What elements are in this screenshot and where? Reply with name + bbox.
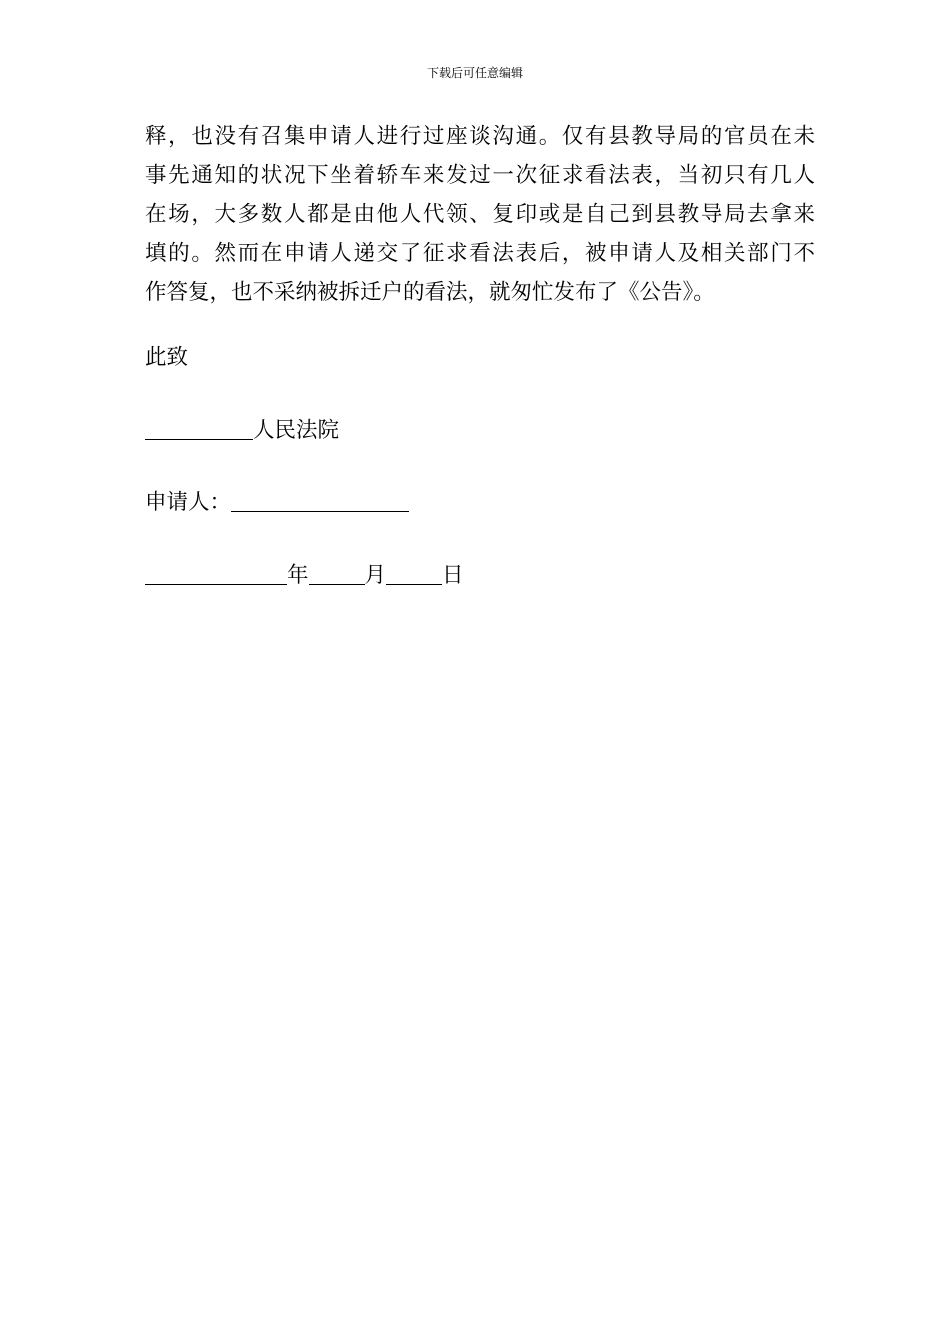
- paragraph-line: 填的。然而在申请人递交了征求看法表后，被申请人及相关部门不: [145, 241, 815, 266]
- applicant-line: [145, 488, 409, 518]
- paragraph-line: 释，也没有召集申请人进行过座谈沟通。仅有县教导局的官员在未: [145, 124, 815, 149]
- court-name-blank[interactable]: [145, 417, 253, 440]
- paragraph-line: 在场，大多数人都是由他人代领、复印或是自己到县教导局去拿来: [145, 202, 815, 227]
- salutation: 此致: [145, 345, 189, 370]
- paragraph-line: 作答复，也不采纳被拆迁户的看法，就匆忙发布了《公告》。: [145, 280, 715, 305]
- year-blank[interactable]: [145, 562, 287, 585]
- day-blank[interactable]: [386, 562, 442, 585]
- court-line: [145, 416, 339, 446]
- month-blank[interactable]: [309, 562, 365, 585]
- year-label: 年: [287, 563, 309, 588]
- page-header: 下载后可任意编辑: [426, 66, 523, 80]
- applicant-blank[interactable]: [231, 489, 409, 512]
- applicant-label: 申请人：: [145, 490, 232, 515]
- paragraph-line: 事先通知的状况下坐着轿车来发过一次征求看法表，当初只有几人: [145, 163, 815, 188]
- day-label: 日: [442, 563, 464, 588]
- month-label: 月: [364, 563, 387, 588]
- body-paragraph: [145, 117, 815, 312]
- court-suffix: 人民法院: [253, 418, 340, 443]
- date-line: [145, 561, 464, 591]
